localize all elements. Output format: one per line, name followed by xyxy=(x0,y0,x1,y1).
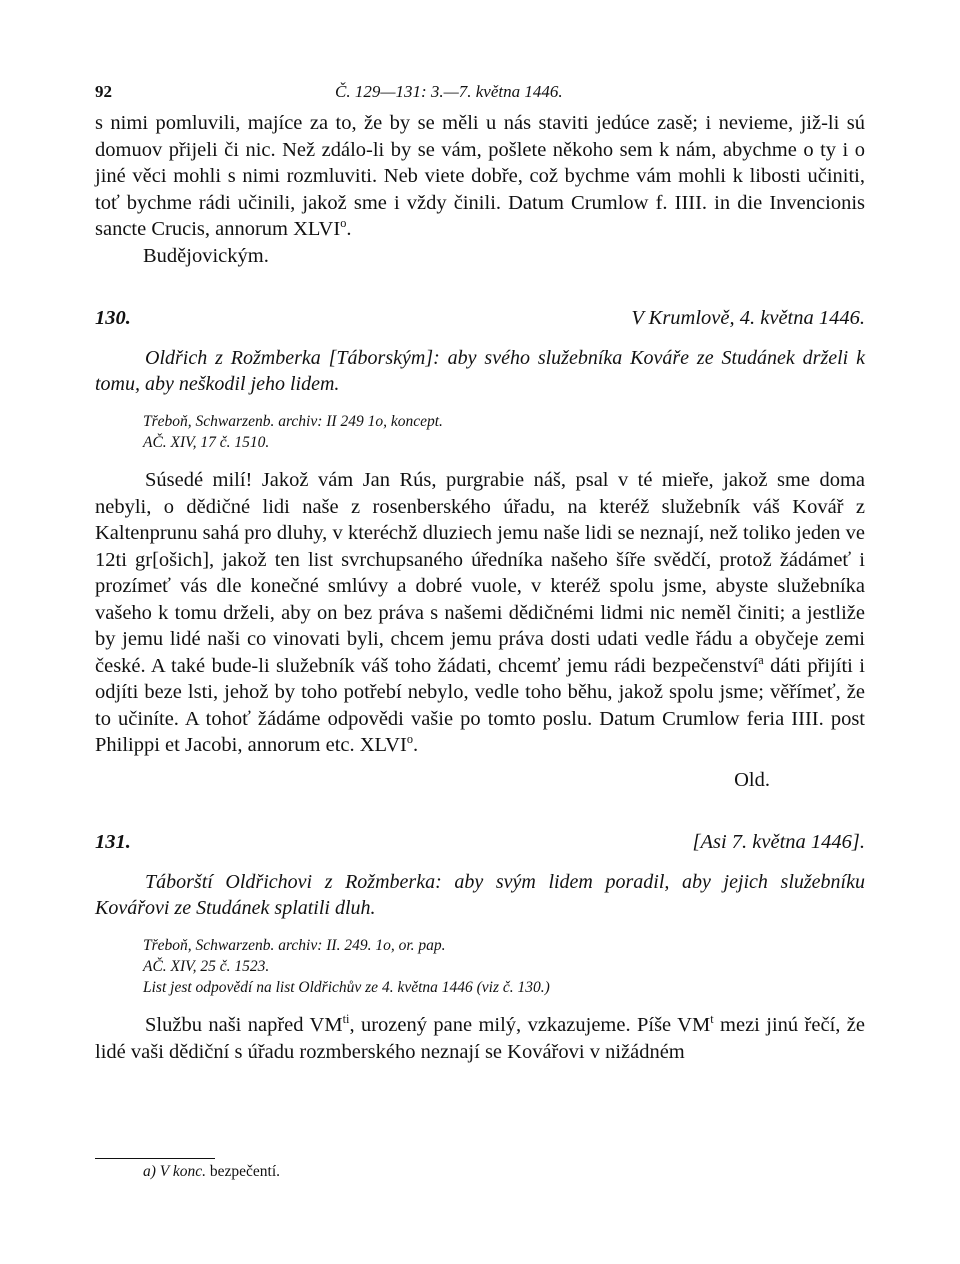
entry-130-heading xyxy=(95,307,865,339)
continuation-paragraph: s nimi pomluvili, majíce za to, že by se měli u nás staviti jedúce zasě; i nevieme, již-li sú domuov přijeli či nic. Než zdálo-li by se vám, pošlete někoho sem k nám, abychme o ty i o jiné věci mohli s nimi rozmluviti. Neb viete dobře, což bychme vám mohli k libosti učiniti, toť bychme rádi učinili, jakož sme i vždy činili. Datum Crumlow f. IIII. in die Invencionis sancte Crucis, annorum XLVI$^o$. xyxy=(95,112,865,240)
document-page xyxy=(95,70,865,1065)
footnote-text: bezpečentí. xyxy=(209,1163,281,1180)
entry-131-source-1: Třeboň, Schwarzenb. archiv: II. 249. 1o, or. pap. xyxy=(143,937,446,954)
entry-131-heading xyxy=(95,831,865,863)
footnote-mark: a) xyxy=(143,1163,156,1180)
continuation-signature: Budějovickým. xyxy=(143,244,269,267)
entry-130-source-2: AČ. XIV, 17 č. 1510. xyxy=(143,434,270,451)
entry-130-signature: Old. xyxy=(734,768,770,791)
running-title: Č. 129—131: 3.—7. května 1446. xyxy=(335,82,563,101)
entry-number: 131. xyxy=(95,831,131,853)
footnote-label: V konc. xyxy=(159,1163,206,1180)
entry-131-regest: Táborští Oldřichovi z Rožmberka: aby svým lidem poradil, aby jejich služebníku Kovářovi ze Studánek splatili dluh. xyxy=(95,871,865,919)
entry-131-text: Službu naši napřed $VM^{ti}$, urozený pane milý, vzkazujeme. Píše $VM^t$ mezi jinú řečí, že lidé vaši dědiční s úřadu rozmberského neznají se Kovářovi v nižádném xyxy=(95,1012,865,1063)
entry-130-regest: Oldřich z Rožmberka [Táborským]: aby svého služebníka Kováře ze Studánek drželi k tomu, aby neškodil jeho lidem. xyxy=(95,347,865,395)
entry-131-source-3: List jest odpovědí na list Oldřichův ze 4. května 1446 (viz č. 130.) xyxy=(143,979,550,996)
page-number: 92 xyxy=(95,82,112,101)
entry-place-date: [Asi 7. května 1446]. xyxy=(692,831,865,853)
entry-130-text: Súsedé milí! Jakož vám Jan Rús, purgrabie náš, psal v té mieře, jakož sme doma nebyli, o dědičné lidi naše z rosenberského úřadu, na kteréž služebník váš Kovář z Kaltenprunu sahá pro dluhy, v kteréchž dluziech jemu naše lidi se neznají, než toliko jeden ve 12ti gr[ošich], jakož ten list svrchupsaného úředníka našeho šíře svědčí, protož žádámeť i prozímeť vás dle konečné smlúvy a dobré vuole, v kteréž spolu jsme, abyste služebníka vašeho k tomu drželi, aby on bez práva s našemi dědičnémi lidmi nic neměl činiti; a jestliže by jemu lidé naši co vinovati byli, chcem jemu práva dosti udati vedle řádu a obyčeje zemi české. A také bude-li služebník váš toho žádati, chcemť jemu rádi bezpečenství$^a$ dáti přijíti i odjíti beze lsti, jehož by toho potřebí nebylo, vedle toho běhu, jakož spolu jsme; věřímeť, že to učiníte. A tohoť žádáme odpovědi vašie po tomto poslu. Datum Crumlow feria IIII. post Philippi et Jacobi, annorum etc. XLVI$^o$. xyxy=(95,469,865,756)
entry-number: 130. xyxy=(95,307,131,329)
entry-131-source-2: AČ. XIV, 25 č. 1523. xyxy=(143,958,270,975)
page-header xyxy=(95,70,865,110)
footnote-divider xyxy=(95,1158,215,1159)
footnote xyxy=(143,1163,280,1181)
entry-place-date: V Krumlově, 4. května 1446. xyxy=(631,307,865,329)
entry-130-source-1: Třeboň, Schwarzenb. archiv: II 249 1o, koncept. xyxy=(143,413,443,430)
